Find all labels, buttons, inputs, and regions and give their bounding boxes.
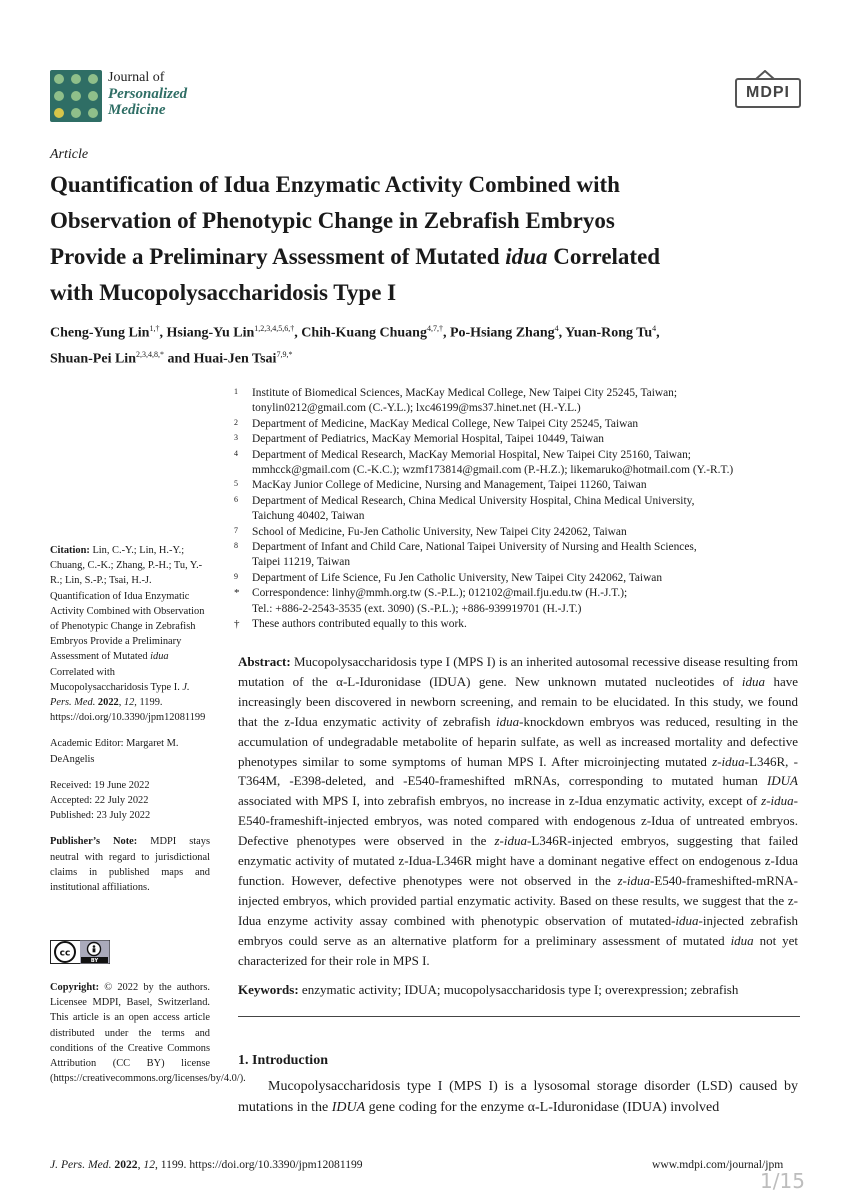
author-name: Po-Hsiang Zhang <box>449 325 555 341</box>
abstract-text: -knockdown embryos was reduced, resulting in the accumulation of undegradable metabolite of heparin sulfate, as well as increased mortality and defective phenotypes similar to some symptoms of human MPS I. After microinjecting mutated <box>238 713 798 769</box>
affiliation-line: Department of Infant and Child Care, National Taipei University of Nursing and Health Sciences, <box>252 541 697 554</box>
affiliation-line: Department of Life Science, Fu Jen Catholic University, New Taipei City 242062, Taiwan <box>252 571 663 584</box>
citation: Citation: Lin, C.-Y.; Lin, H.-Y.; Chuang, C.-K.; Zhang, P.-H.; Tu, Y.-R.; Lin, S.-P.; Tsai, H.-J. Quantification of Idua Enzymatic Activity Combined with Observation of Phenotypic Change in Zebrafish Embryos Provide a Preliminary Assessment of Mutated idua Correlated with Mucopolysaccharidosis Type I. J. Pers. Med. 2022, 12, 1199. https://doi.org/10.3390/jpm12081199 <box>50 545 206 724</box>
author-affiliation-marks: 1,† <box>149 324 160 333</box>
footer-journal: J. Pers. Med. <box>50 1158 112 1171</box>
abstract-text: have increasingly been discovered in newborn screening, and remain to be elucidated. In this study, we found that the z-Idua enzymatic activity of zebrafish <box>238 673 798 729</box>
keywords-label: Keywords: <box>238 982 299 997</box>
journal-name-line1: Journal of <box>108 70 165 85</box>
affiliation-mark: * <box>234 587 240 600</box>
author-separator: , <box>558 325 566 341</box>
affiliation-mark: 6 <box>234 494 238 504</box>
article-title <box>50 167 810 311</box>
cc-label: cc <box>59 948 71 959</box>
academic-editor: Academic Editor: Margaret M. DeAngelis <box>50 738 179 765</box>
abstract-text: not yet characterized for their role in MPS I. <box>238 932 798 968</box>
intro-paragraph <box>238 1076 798 1118</box>
journal-name <box>108 70 187 118</box>
intro-text: gene coding for the enzyme α-L-Iduronidase (IDUA) involved <box>365 1100 720 1115</box>
abstract-italic: idua <box>495 713 520 729</box>
section-divider <box>238 1016 800 1017</box>
abstract-italic: z-idua <box>712 753 745 769</box>
cc-by-icon[interactable] <box>50 940 110 964</box>
affiliation-line: Department of Medical Research, MacKay Memorial Hospital, New Taipei City 25160, Taiwan; <box>252 448 691 461</box>
author-separator: , <box>442 325 450 341</box>
title-line <box>50 239 810 275</box>
footer-url[interactable]: www.mdpi.com/journal/jpm <box>652 1158 784 1171</box>
author-affiliation-marks: 4 <box>554 324 559 333</box>
copyright <box>50 980 246 1086</box>
affiliation-item <box>234 417 804 432</box>
abstract <box>238 652 798 971</box>
abstract-italic: z-idua <box>617 872 650 888</box>
affiliation-item <box>234 571 804 586</box>
citation-text: Lin, C.-Y.; Lin, H.-Y.; Chuang, C.-K.; Zhang, P.-H.; Tu, Y.-R.; Lin, S.-P.; Tsai, H.-J. Quantification of Idua Enzymatic Activity Combined with Observation of Phenotypic Change in Zebrafish Embryos Provide a Preliminary Assessment of Mutated <box>50 545 205 663</box>
affiliation-mark: † <box>234 618 240 631</box>
by-label: BY <box>90 958 99 964</box>
author-list <box>50 318 810 369</box>
abstract-italic: z-idua <box>761 793 794 809</box>
footer-citation: J. Pers. Med. 2022, 12, 1199. https://doi.org/10.3390/jpm12081199 <box>50 1158 363 1171</box>
section-heading: 1. Introduction <box>238 1053 328 1068</box>
abstract-italic: idua <box>741 673 766 689</box>
publisher-logo[interactable]: MDPI <box>735 78 801 108</box>
citation-journal: J. Pers. Med. <box>50 681 190 709</box>
author-name: Chih-Kuang Chuang <box>301 325 427 341</box>
publisher-note-text: MDPI stays neutral with regard to jurisdictional claims in published maps and institutional affiliations. <box>50 836 210 894</box>
abstract-text: Mucopolysaccharidosis type I (MPS I) is an inherited autosomal recessive disease resulting from mutation of the α-L-Iduronidase (IDUA) gene. New unknown mutated nucleotides of <box>238 654 798 689</box>
author-name: Hsiang-Yu Lin <box>166 325 255 341</box>
author-affiliation-marks: 4 <box>652 324 657 333</box>
affiliation-line: Correspondence: linhy@mmh.org.tw (S.-P.L.); 012102@mail.fju.edu.tw (H.-J.T.); <box>252 587 628 600</box>
citation-italic: idua <box>150 651 169 663</box>
affiliation-line: Taipei 11219, Taiwan <box>252 556 351 569</box>
published-date: Published: 23 July 2022 <box>50 810 151 822</box>
affiliation-mark: 8 <box>234 541 238 551</box>
citation-text: Correlated with Mucopolysaccharidosis Type I. <box>50 666 183 693</box>
keywords-text: enzymatic activity; IDUA; mucopolysaccharidosis type I; overexpression; zebrafish <box>298 982 739 997</box>
copyright-block <box>50 980 246 1097</box>
affiliation-mark: 5 <box>234 479 238 489</box>
affiliation-line: School of Medicine, Fu-Jen Catholic University, New Taipei City 242062, Taiwan <box>252 525 627 538</box>
author-name: Cheng-Yung Lin <box>50 325 150 341</box>
copyright-text: © 2022 by the authors. Licensee MDPI, Basel, Switzerland. This article is an open access article distributed under the terms and conditions of the Creative Commons Attribution (CC BY) license (https://creativecommons.org/licenses/by/4.0/). <box>50 982 246 1085</box>
affiliation-item <box>234 432 804 447</box>
title-text: Provide a Preliminary Assessment of Mutated <box>50 244 506 269</box>
journal-name-line2: Personalized <box>108 86 188 102</box>
affiliation-mark: 9 <box>234 571 238 581</box>
footer-volume: 12 <box>143 1158 155 1171</box>
abstract-text: -L346R, -T364M, -E398-deleted, and -E540-frameshifted mRNAs, corresponding to mutated human <box>238 753 798 789</box>
author-affiliation-marks: 4,7,† <box>426 324 443 333</box>
publisher-note-label: Publisher’s Note: <box>50 836 138 848</box>
author-affiliation-marks: 1,2,3,4,5,6,† <box>254 324 295 333</box>
citation-label: Citation: <box>50 545 90 556</box>
affiliation-line: Department of Medical Research, China Medical University Hospital, China Medical University, <box>252 494 695 507</box>
affiliations <box>234 386 804 633</box>
affiliation-item <box>234 525 804 540</box>
abstract-label: Abstract: <box>238 654 291 669</box>
affiliation-item <box>234 386 804 417</box>
title-line: Quantification of Idua Enzymatic Activity Combined with <box>50 172 620 197</box>
abstract-italic: idua <box>675 912 699 928</box>
keywords <box>238 981 798 999</box>
abstract-italic: idua <box>730 932 754 948</box>
journal-name-line3: Medicine <box>108 102 166 118</box>
affiliation-item <box>234 540 804 571</box>
intro-text: Mucopolysaccharidosis type I (MPS I) is a lysosomal storage disorder (LSD) caused by mutations in the <box>238 1079 798 1115</box>
page-indicator: 1/15 <box>760 1169 805 1193</box>
abstract-text: -E540-frameshifted-mRNA-injected embryos, which provided partial enzymatic activity. Based on these results, we suggest that the z-Idua enzyme activity assay combined with phenotypic observation of mutated- <box>238 872 798 928</box>
affiliation-line: Department of Medicine, MacKay Medical College, New Taipei City 25245, Taiwan <box>252 417 639 430</box>
journal-logo-icon <box>50 70 102 122</box>
publisher-note <box>50 834 210 895</box>
affiliation-item <box>234 586 804 617</box>
affiliation-line: Taichung 40402, Taiwan <box>252 510 365 523</box>
affiliation-mark: 7 <box>234 525 238 535</box>
affiliation-item <box>234 478 804 493</box>
affiliation-mark: 1 <box>234 387 238 396</box>
affiliation-item <box>234 494 804 525</box>
affiliation-line: Department of Pediatrics, MacKay Memorial Hospital, Taipei 10449, Taiwan <box>252 433 604 446</box>
title-line: with Mucopolysaccharidosis Type I <box>50 280 397 305</box>
abstract-italic: IDUA <box>766 773 798 789</box>
author-affiliation-marks: 7,9,* <box>276 349 293 359</box>
title-text: Correlated <box>547 244 661 269</box>
title-italic: idua <box>505 244 548 269</box>
affiliation-item <box>234 448 804 479</box>
footer-doi[interactable]: , 1199. https://doi.org/10.3390/jpm12081199 <box>154 1158 363 1171</box>
accepted-date: Accepted: 22 July 2022 <box>50 795 149 807</box>
intro-italic: IDUA <box>331 1100 366 1115</box>
abstract-text: -injected zebrafish embryos could serve as an alternative platform for a preliminary assessment of mutated <box>238 912 798 948</box>
affiliation-mark: 4 <box>234 448 238 458</box>
abstract-text: -L346R-injected embryos, suggesting that failed enzymatic activity of mutated z-Idua-L346R might have a dominant negative effect on endogenous z-Idua function. However, defective phenotypes were not observed in the <box>238 833 798 888</box>
author-separator: and <box>163 351 194 367</box>
article-type: Article <box>50 147 89 162</box>
abstract-text: associated with MPS I, into zebrafish embryos, no increase in z-Idua enzymatic activity, except of <box>238 793 762 809</box>
affiliation-mark: 3 <box>234 433 238 443</box>
copyright-label: Copyright: <box>50 982 100 993</box>
affiliation-line: tonylin0212@gmail.com (C.-Y.L.); lxc46199@ms37.hinet.net (H.-Y.L.) <box>252 402 581 415</box>
citation-year: 2022 <box>97 697 119 709</box>
affiliation-item <box>234 617 804 632</box>
abstract-italic: z-idua <box>494 833 527 849</box>
footer-year: 2022 <box>114 1158 138 1171</box>
author-affiliation-marks: 2,3,4,8,* <box>135 349 164 359</box>
abstract-text: -E540-frameshift-injected embryos, was noted compared with endogenous z-Idua of untreated embryos. Defective phenotypes were observed in the <box>238 793 798 849</box>
citation-volume: 12 <box>123 697 135 709</box>
author-separator: , <box>656 325 660 341</box>
author-name: Yuan-Rong Tu <box>565 325 653 341</box>
affiliation-mark: 2 <box>234 417 238 427</box>
affiliation-line: mmhcck@gmail.com (C.-K.C.); wzmf173814@gmail.com (P.-H.Z.); likemaruko@hotmail.com (Y.-R.T.) <box>252 464 734 477</box>
affiliation-line: MacKay Junior College of Medicine, Nursing and Management, Taipei 11260, Taiwan <box>252 479 647 492</box>
author-separator: , <box>159 325 167 341</box>
title-line: Observation of Phenotypic Change in Zebrafish Embryos <box>50 208 615 233</box>
author-separator: , <box>294 325 302 341</box>
affiliation-line: Tel.: +886-2-2543-3535 (ext. 3090) (S.-P.L.); +886-939919701 (H.-J.T.) <box>252 602 582 615</box>
citation-doi[interactable]: , 1199. https://doi.org/10.3390/jpm12081199 <box>50 697 206 724</box>
sidebar <box>50 543 210 906</box>
affiliation-line: These authors contributed equally to this work. <box>252 618 467 631</box>
author-name: Shuan-Pei Lin <box>50 351 136 367</box>
received-date: Received: 19 June 2022 <box>50 779 150 791</box>
author-name: Huai-Jen Tsai <box>193 351 277 367</box>
affiliation-line: Institute of Biomedical Sciences, MacKay Medical College, New Taipei City 25245, Taiwan; <box>252 387 678 399</box>
